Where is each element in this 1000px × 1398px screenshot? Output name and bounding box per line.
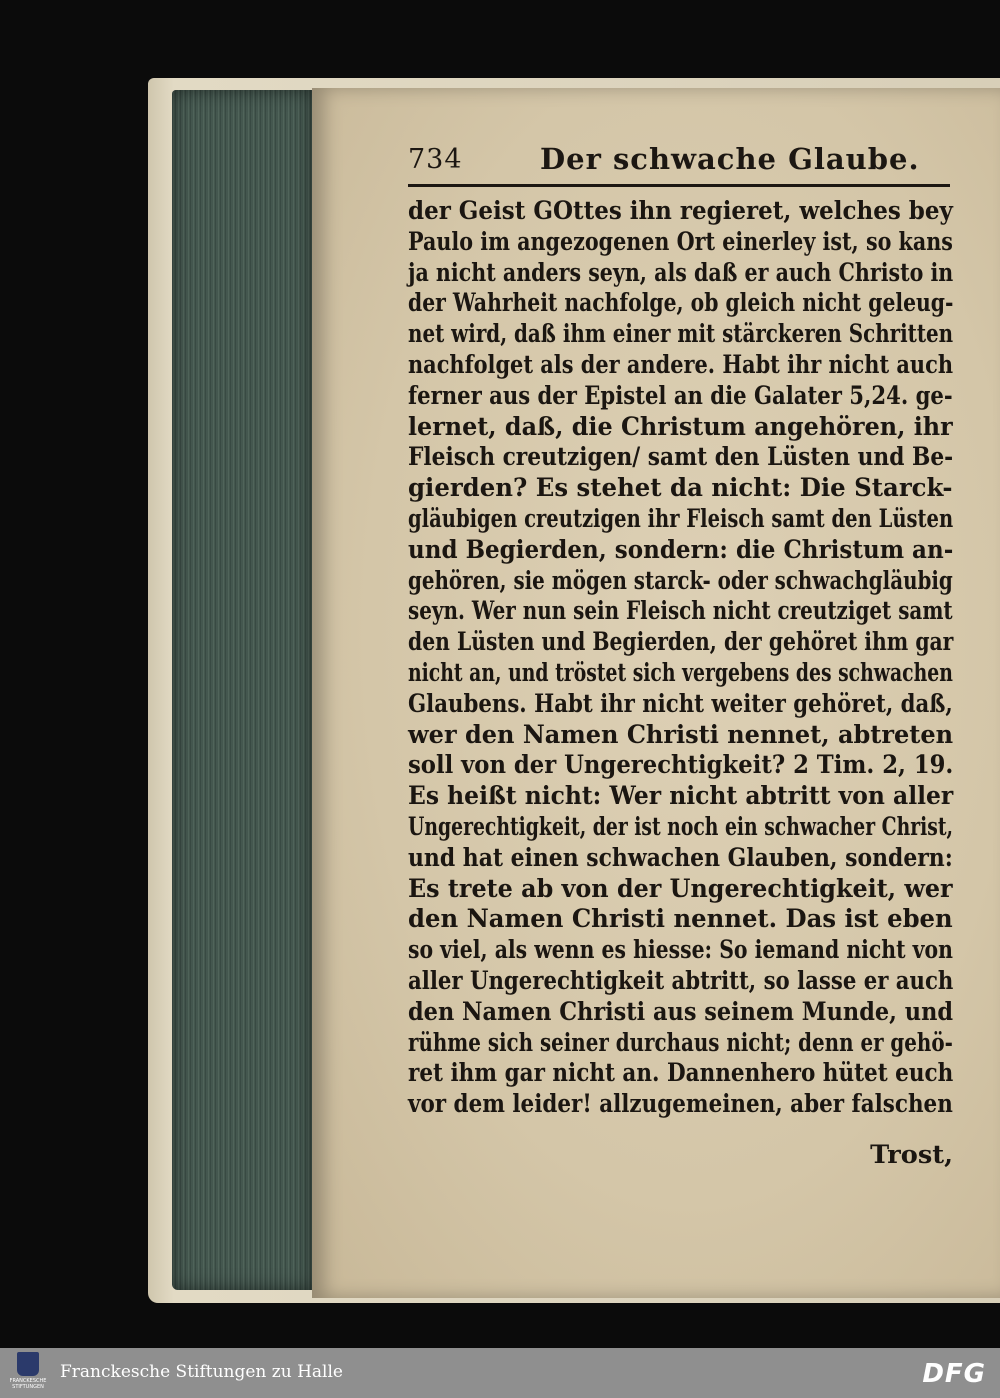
- institution-logo[interactable]: [8, 1352, 48, 1394]
- text-line: Fleisch creutzigen/ samt den Lüsten und Be-: [408, 442, 954, 473]
- page-header: [408, 140, 948, 180]
- body-text: [408, 196, 953, 1120]
- text-line: rühme sich seiner durchaus nicht; denn er gehö-: [408, 1027, 953, 1058]
- text-line: net wird, daß ihm einer mit stärckeren Schritten: [408, 319, 954, 350]
- text-line: lernet, daß, die Christum angehören, ihr: [408, 411, 953, 442]
- text-line: so viel, als wenn es hiesse: So iemand nicht von: [408, 935, 953, 966]
- text-line: Glaubens. Habt ihr nicht weiter gehöret, daß,: [408, 688, 953, 719]
- text-line: nachfolget als der andere. Habt ihr nicht auch: [408, 349, 954, 380]
- text-line: Ungerechtigkeit, der ist noch ein schwacher Christ,: [408, 811, 954, 842]
- dfg-logo[interactable]: DFG: [922, 1359, 986, 1389]
- text-line: soll von der Ungerechtigkeit? 2 Tim. 2, 19.: [408, 750, 954, 781]
- page-edges: [172, 90, 312, 1290]
- emblem-icon: [17, 1352, 39, 1376]
- text-line: ret ihm gar nicht an. Dannenhero hütet euch: [408, 1058, 954, 1089]
- text-line: wer den Namen Christi nennet, abtreten: [408, 719, 954, 750]
- text-line: ja nicht anders seyn, als daß er auch Christo in: [408, 257, 954, 288]
- text-line: der Geist GOttes ihn regieret, welches bey: [408, 196, 953, 226]
- header-rule: [408, 184, 950, 187]
- running-title: Der schwache Glaube.: [540, 142, 920, 176]
- catchword: Trost,: [870, 1140, 953, 1170]
- text-line: gehören, sie mögen starck- oder schwachgläubig: [408, 565, 953, 596]
- text-line: Es heißt nicht: Wer nicht abtritt von aller: [408, 781, 954, 812]
- text-line: und Begierden, sondern: die Christum an-: [408, 534, 954, 565]
- text-line: seyn. Wer nun sein Fleisch nicht creutziget samt: [408, 596, 953, 627]
- logo-caption: FRANCKESCHE STIFTUNGEN: [9, 1378, 47, 1390]
- text-line: nicht an, und tröstet sich vergebens des schwachen: [408, 657, 953, 688]
- text-line: gläubigen creutzigen ihr Fleisch samt den Lüsten: [408, 503, 954, 534]
- text-line: aller Ungerechtigkeit abtritt, so lasse er auch: [408, 965, 954, 996]
- institution-name[interactable]: Franckesche Stiftungen zu Halle: [60, 1362, 343, 1382]
- text-line: vor dem leider! allzugemeinen, aber falschen: [408, 1089, 953, 1120]
- text-line: den Lüsten und Begierden, der gehöret ihm gar: [408, 627, 954, 658]
- page-number: 734: [408, 144, 463, 175]
- text-line: den Namen Christi aus seinem Munde, und: [408, 996, 954, 1027]
- text-line: Es trete ab von der Ungerechtigkeit, wer: [408, 873, 953, 904]
- text-line: den Namen Christi nennet. Das ist eben: [408, 904, 953, 935]
- footer-bar: [0, 1348, 1000, 1398]
- text-line: und hat einen schwachen Glauben, sondern:: [408, 842, 953, 873]
- text-line: ferner aus der Epistel an die Galater 5,24. ge-: [408, 380, 953, 411]
- text-line: der Wahrheit nachfolge, ob gleich nicht geleug-: [408, 288, 954, 319]
- text-line: gierden? Es stehet da nicht: Die Starck-: [408, 473, 953, 504]
- text-line: Paulo im angezogenen Ort einerley ist, so kans: [408, 226, 953, 257]
